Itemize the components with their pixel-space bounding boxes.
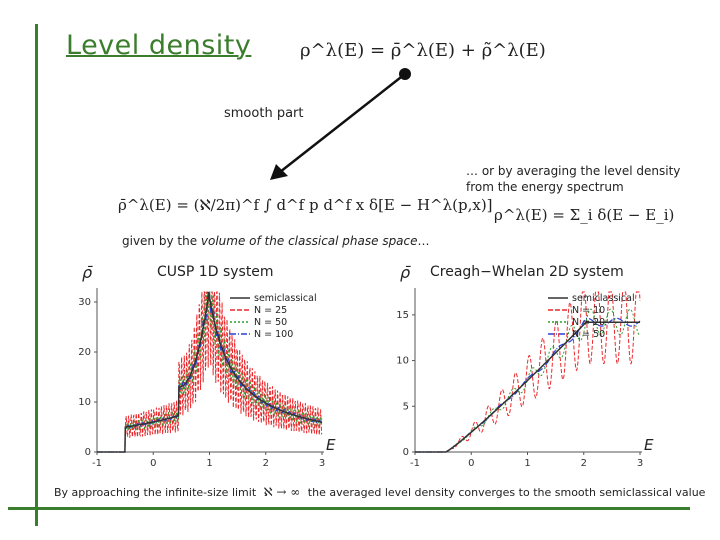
bottom-caption-prefix: By approaching the infinite-size limit	[54, 486, 257, 499]
series-n50	[97, 292, 322, 452]
y-tick-label: 20	[78, 347, 91, 358]
bottom-caption-suffix: the averaged level density converges to the smooth semiclassical value	[307, 486, 706, 499]
x-tick-label: 0	[468, 458, 475, 469]
phase-space-note-emphasis: volume of the classical phase space	[200, 234, 418, 248]
phase-space-note-suffix: …	[417, 234, 430, 248]
legend-label: semiclassical	[572, 293, 635, 304]
phase-space-note-prefix: given by the	[122, 234, 201, 248]
legend-label: semiclassical	[254, 293, 317, 304]
series-n100	[97, 292, 322, 452]
y-tick-label: 30	[78, 297, 91, 308]
series-n25	[97, 292, 322, 452]
chart-title-cusp: CUSP 1D system	[157, 264, 274, 280]
legend-label: N = 50	[254, 317, 288, 328]
y-tick-label: 0	[84, 447, 91, 458]
y-tick-label: 10	[78, 397, 91, 408]
slide-title: Level density	[66, 30, 252, 61]
x-tick-label: 2	[262, 458, 269, 469]
x-axis-label: E	[644, 436, 654, 454]
arrow-line	[280, 74, 405, 172]
equation-level-sum: ρ^λ(E) = Σ_i δ(E − E_i)	[494, 206, 675, 224]
y-axis-label: ρ̄	[400, 263, 411, 282]
x-tick-label: -1	[92, 458, 102, 469]
y-tick-label: 15	[396, 309, 409, 321]
legend-label: N = 100	[254, 329, 294, 340]
equation-smooth-part: ρ̄^λ(E) = (ℵ/2π)^f ∫ d^f p d^f x δ[E − H^λ(p,x)]	[118, 196, 493, 214]
legend-label: N = 10	[572, 305, 606, 316]
y-tick-label: 0	[402, 447, 409, 458]
chart-title-creagh: Creagh−Whelan 2D system	[430, 264, 624, 280]
bottom-caption-math: ℵ → ∞	[263, 485, 301, 499]
chart-creagh-whelan-2d	[370, 262, 660, 472]
x-tick-label: 3	[636, 458, 644, 469]
equation-level-density: ρ^λ(E) = ρ̄^λ(E) + ρ̃^λ(E)	[300, 40, 546, 61]
x-tick-label: 1	[206, 458, 213, 469]
chart-cusp-1d	[52, 262, 342, 472]
series-n10	[415, 292, 640, 452]
legend-label: N = 20	[572, 317, 606, 328]
y-axis-label: ρ̄	[82, 263, 93, 282]
y-tick-label: 10	[396, 355, 409, 367]
smooth-part-label: smooth part	[224, 106, 304, 121]
phase-space-note	[122, 234, 430, 248]
legend-label: N = 50	[572, 329, 606, 340]
x-tick-label: 1	[524, 458, 531, 469]
averaging-note-line2: from the energy spectrum	[466, 180, 624, 194]
bottom-caption	[54, 485, 705, 499]
series-semiclassical	[415, 322, 640, 452]
legend-label: N = 25	[254, 305, 288, 316]
x-tick-label: 3	[318, 458, 326, 469]
x-tick-label: 2	[580, 458, 587, 469]
x-tick-label: -1	[410, 458, 420, 469]
x-axis-label: E	[326, 436, 336, 454]
x-tick-label: 0	[150, 458, 157, 469]
y-tick-label: 5	[402, 401, 409, 413]
averaging-note-line1: … or by averaging the level density	[466, 164, 681, 178]
series-semiclassical	[97, 292, 322, 452]
